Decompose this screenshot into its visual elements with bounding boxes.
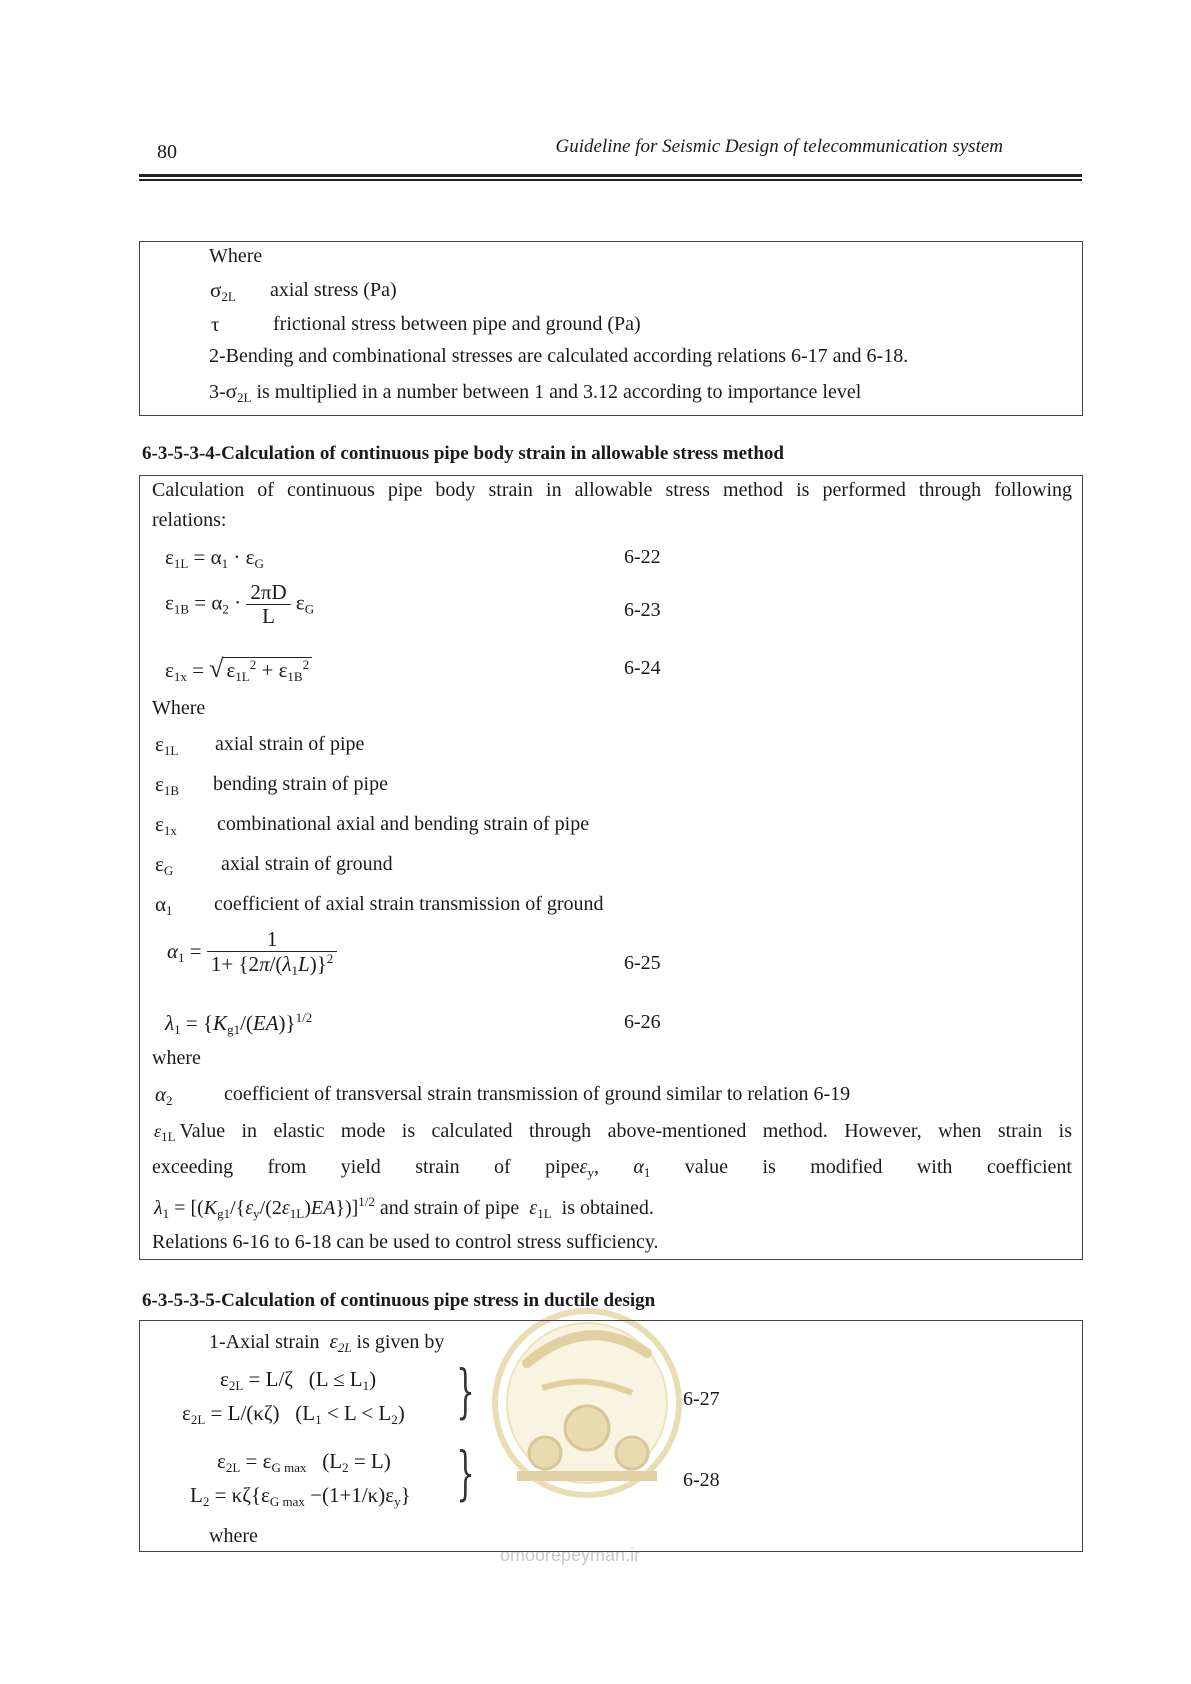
symbol-e1B: $\varepsilon_{1B}$: [155, 772, 179, 798]
definition-e1B: bending strain of pipe: [213, 773, 388, 795]
watermark-site: omoorepeyman.ir: [500, 1545, 641, 1565]
equation-6-23: $\varepsilon_{1B} = \alpha_2$ · $\frac{2\pi D}{L}$ $\varepsilon_G$: [165, 580, 315, 629]
brace-6-27: }: [456, 1357, 475, 1425]
paragraph-line-3-text: and strain of pipe: [379, 1197, 520, 1219]
word: from: [267, 1156, 307, 1178]
header-rule-thin: [139, 179, 1082, 181]
running-header-title: Guideline for Seismic Design of telecommunication system: [555, 136, 1003, 157]
equation-number-6-24: 6-24: [624, 657, 661, 679]
paragraph-line-1: $\varepsilon_{1L}$ Value in elastic mode is calculated through above-mentioned method. However, when strain is: [154, 1120, 1072, 1144]
word: ,: [593, 1156, 599, 1178]
word: yield: [340, 1156, 381, 1178]
axial-strain-suffix: is given by: [356, 1331, 445, 1353]
equation-6-22: $\varepsilon_{1L} = \alpha_1 \cdot \varepsilon_G$: [165, 545, 264, 571]
equation-number-6-25: 6-25: [624, 952, 661, 974]
equation-6-28-a: $\varepsilon_{2L} = \varepsilon_{G max}$ $(L_2 = L)$: [217, 1449, 391, 1475]
definition-e1L: axial strain of pipe: [215, 733, 365, 755]
intro-line-2: relations:: [152, 509, 227, 531]
paragraph-line-2: exceeding from yield strain of pipeε$_y$, $\alpha_1$ value is modified with coefficient: [152, 1156, 1072, 1180]
word: of: [494, 1156, 511, 1178]
where-label-4: where: [209, 1525, 258, 1547]
equation-6-27-b: $\varepsilon_{2L} = L/(\kappa\zeta) (L_1 < L < L_2)$: [182, 1401, 405, 1427]
where-label-2: Where: [152, 697, 206, 719]
word: exceeding: [152, 1156, 234, 1178]
equation-6-26: $\lambda_1 = \{K_{g1}/(EA)\}^{1/2}$: [165, 1010, 313, 1037]
paragraph-line-1-text: Value in elastic mode is calculated through above-mentioned method. However, when strain is: [179, 1120, 1072, 1142]
page-number: 80: [157, 141, 177, 163]
word: modified: [810, 1156, 883, 1178]
word: pipe: [545, 1156, 580, 1178]
axial-strain-line: 1-Axial strain $\varepsilon_{2L}$ is given by: [209, 1329, 445, 1355]
tau-description: frictional stress between pipe and ground (Pa): [273, 313, 641, 335]
where-label: Where: [209, 245, 263, 267]
word: coefficient: [986, 1156, 1072, 1178]
equation-6-24: $\varepsilon_{1x}$ = √ $\varepsilon_{1L}^2 + \varepsilon_{1B}^2$: [165, 655, 312, 684]
definition-eG: axial strain of ground: [221, 853, 393, 875]
section-heading-6-3-5-3-5: 6-3-5-3-5-Calculation of continuous pipe stress in ductile design: [142, 1290, 656, 1311]
equation-number-6-28: 6-28: [683, 1469, 720, 1491]
word: strain: [415, 1156, 460, 1178]
equation-6-28-b: $L_2 = \kappa\zeta\{\varepsilon_{G max} -(1+1/\kappa)\varepsilon_y\}$: [190, 1483, 411, 1509]
brace-6-28: }: [456, 1439, 475, 1507]
sigma-2L-symbol: [210, 279, 236, 304]
equation-6-25: $\alpha_1$ = $\frac{1}{1+ \{2\pi/(\lambda_1L)\}^2}$: [167, 928, 337, 978]
word: with: [916, 1156, 953, 1178]
definition-e1x: combinational axial and bending strain of pipe: [217, 813, 590, 835]
equation-number-6-23: 6-23: [624, 599, 661, 621]
relations-note: Relations 6-16 to 6-18 can be used to control stress sufficiency.: [152, 1231, 659, 1253]
section-heading-6-3-5-3-4: 6-3-5-3-4-Calculation of continuous pipe body strain in allowable stress method: [142, 443, 785, 464]
equation-6-27-a: $\varepsilon_{2L} = L/\zeta$ $(L \le L_1)$: [220, 1367, 377, 1393]
item-2-text: 2-Bending and combinational stresses are calculated according relations 6-17 and 6-18.: [209, 345, 909, 367]
intro-line-1: Calculation of continuous pipe body strain in allowable stress method is performed through following: [152, 479, 1072, 501]
item-3-rest: is multiplied in a number between 1 and 3.12 according to importance level: [256, 381, 862, 403]
symbol-a2: $\alpha_2$: [155, 1082, 173, 1108]
definition-a1: coefficient of axial strain transmission of ground: [214, 893, 604, 915]
word: is: [762, 1156, 776, 1178]
axial-strain-prefix: 1-Axial strain: [209, 1331, 320, 1353]
definition-a2: coefficient of transversal strain transmission of ground similar to relation 6-19: [224, 1083, 851, 1105]
equation-number-6-22: 6-22: [624, 546, 661, 568]
equation-number-6-26: 6-26: [624, 1011, 661, 1033]
tau-symbol: τ: [211, 312, 220, 336]
sigma-char: σ: [210, 278, 222, 302]
sigma-subscript: 2L: [221, 289, 236, 304]
symbol-eG: $\varepsilon_G$: [155, 852, 174, 878]
where-label-3: where: [152, 1047, 201, 1069]
paragraph-line-3-tail: is obtained.: [561, 1197, 654, 1219]
symbol-e1L: $\varepsilon_{1L}$: [155, 732, 179, 758]
equation-number-6-27: 6-27: [683, 1388, 720, 1410]
symbol-e1x: $\varepsilon_{1x}$: [155, 812, 177, 838]
symbol-a1: $\alpha_1$: [155, 892, 173, 918]
word: value: [684, 1156, 729, 1178]
item-3-prefix: 3-: [209, 381, 226, 403]
sigma-2L-description: axial stress (Pa): [270, 279, 397, 301]
item-3-text: $3-\sigma_{2L}$ is multiplied in a number between 1 and 3.12 according to importance level: [209, 379, 862, 405]
paragraph-line-3: $\lambda_1 = [(K_{g1}/\{\varepsilon_y/(2\varepsilon_{1L})EA\})]^{1/2}$ and strain of pipe $\varepsilon_{1L}$ is obtained.: [154, 1194, 654, 1221]
header-rule-thick: [139, 174, 1082, 177]
